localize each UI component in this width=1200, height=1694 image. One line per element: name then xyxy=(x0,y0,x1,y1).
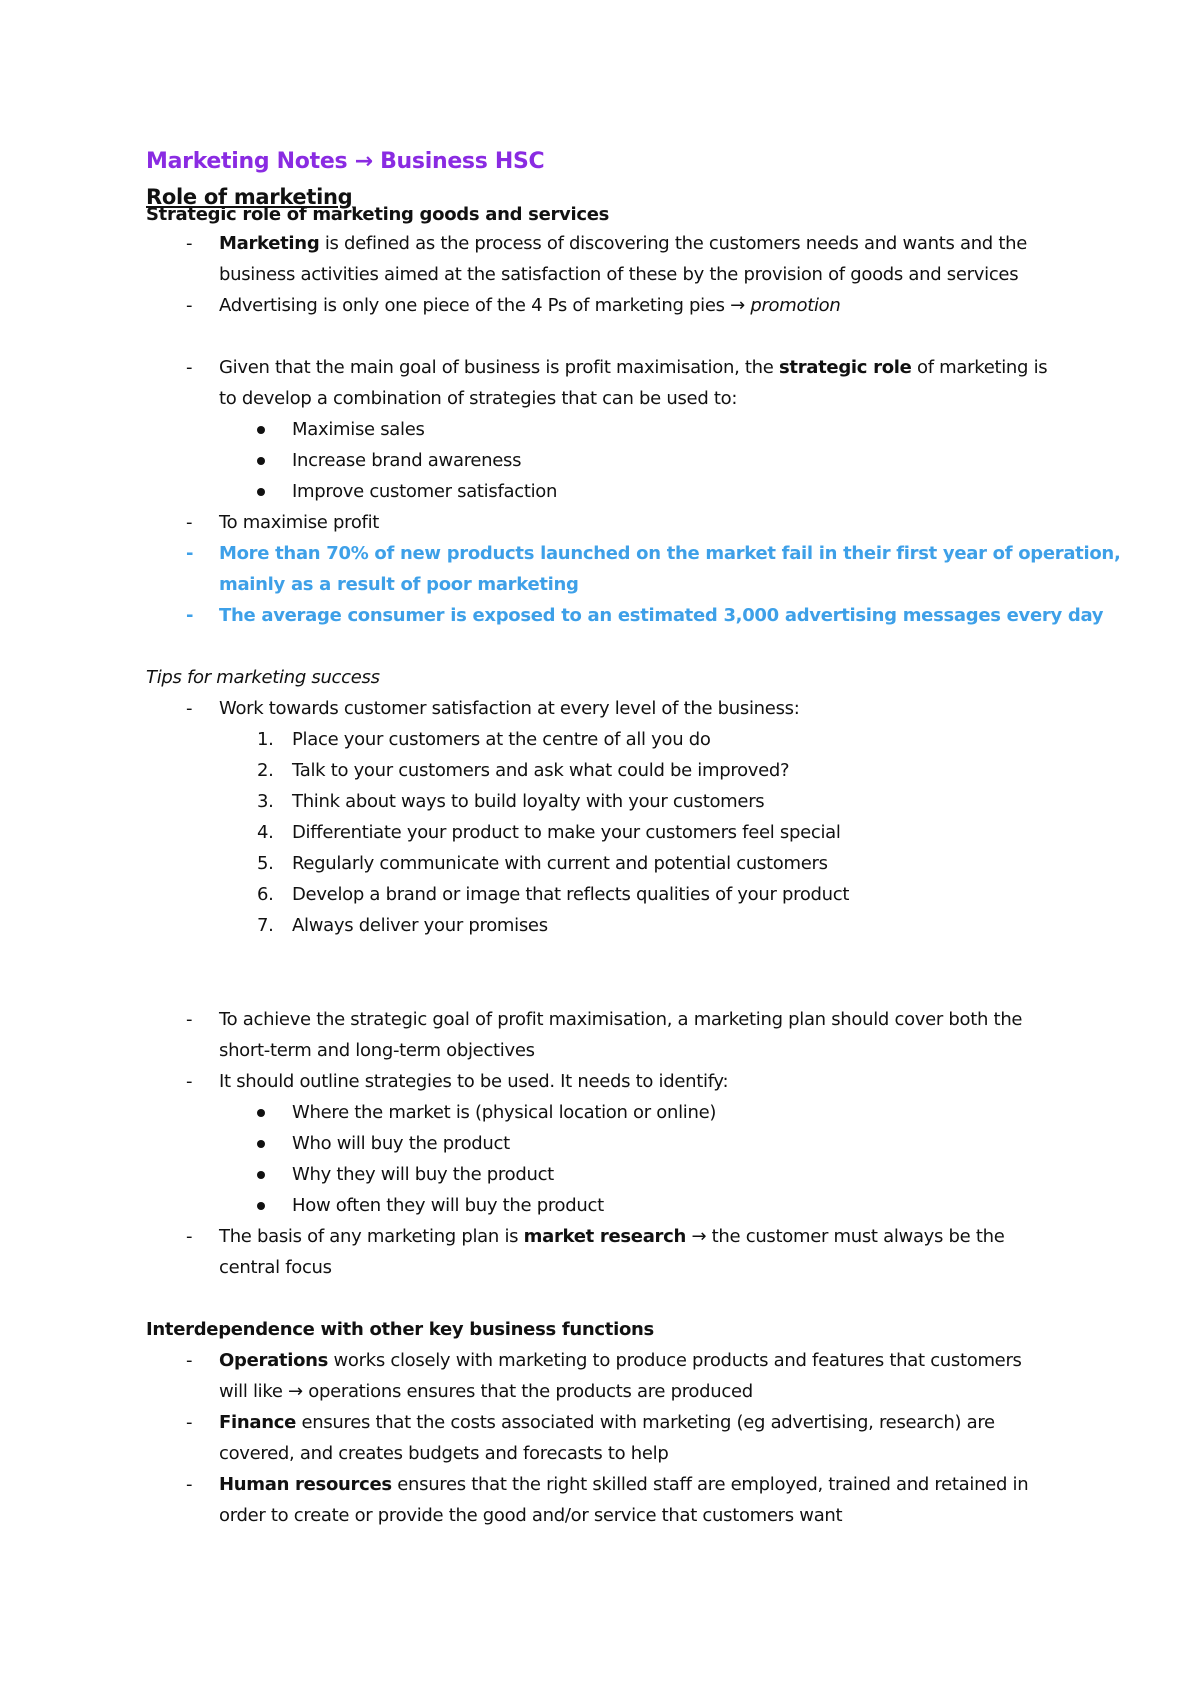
subheading-tips: Tips for marketing success xyxy=(146,667,380,688)
dash-bullet: - xyxy=(186,295,193,316)
dash-bullet: - xyxy=(186,1350,193,1371)
dash-bullet: - xyxy=(186,1009,193,1030)
list-text: will like → operations ensures that the products are produced xyxy=(219,1381,753,1402)
term-promotion: promotion xyxy=(750,295,841,316)
dash-bullet: - xyxy=(186,512,193,533)
sub-list-text: Who will buy the product xyxy=(292,1133,510,1154)
bullet-dot-icon xyxy=(257,1140,265,1148)
term-finance: Finance xyxy=(219,1412,297,1433)
dash-bullet: - xyxy=(186,698,193,719)
list-text: business activities aimed at the satisfaction of these by the provision of goods and services xyxy=(219,264,1019,285)
numbered-text: Think about ways to build loyalty with your customers xyxy=(292,791,765,812)
numbered-text: Develop a brand or image that reflects qualities of your product xyxy=(292,884,850,905)
item-number: 5. xyxy=(257,853,274,874)
bullet-dot-icon xyxy=(257,426,265,434)
term-operations: Operations xyxy=(219,1350,329,1371)
numbered-text: Always deliver your promises xyxy=(292,915,548,936)
item-number: 2. xyxy=(257,760,274,781)
list-text: short-term and long-term objectives xyxy=(219,1040,535,1061)
list-text: ensures that the right skilled staff are employed, trained and retained in xyxy=(391,1474,1029,1495)
item-number: 4. xyxy=(257,822,274,843)
item-number: 7. xyxy=(257,915,274,936)
sub-list-text: How often they will buy the product xyxy=(292,1195,604,1216)
numbered-text: Differentiate your product to make your customers feel special xyxy=(292,822,841,843)
sub-list-text: Improve customer satisfaction xyxy=(292,481,558,502)
list-text: is defined as the process of discovering the customers needs and wants and the xyxy=(319,233,1027,254)
bullet-dot-icon xyxy=(257,488,265,496)
numbered-text: Talk to your customers and ask what could be improved? xyxy=(292,760,790,781)
item-number: 3. xyxy=(257,791,274,812)
list-text: to develop a combination of strategies that can be used to: xyxy=(219,388,738,409)
list-text: covered, and creates budgets and forecasts to help xyxy=(219,1443,669,1464)
list-text: Work towards customer satisfaction at every level of the business: xyxy=(219,698,800,719)
highlight-text: More than 70% of new products launched on the market fail in their first year of operation, xyxy=(219,543,1121,564)
list-text: Advertising is only one piece of the 4 Ps of marketing pies → xyxy=(219,295,751,316)
list-text: order to create or provide the good and/or service that customers want xyxy=(219,1505,843,1526)
sub-list-text: Maximise sales xyxy=(292,419,425,440)
list-text: To achieve the strategic goal of profit maximisation, a marketing plan should cover both the xyxy=(219,1009,1023,1030)
list-text: of marketing is xyxy=(911,357,1048,378)
highlight-text: The average consumer is exposed to an estimated 3,000 advertising messages every day xyxy=(219,605,1104,626)
bullet-dot-icon xyxy=(257,1171,265,1179)
sub-list-text: Why they will buy the product xyxy=(292,1164,554,1185)
highlight-text: mainly as a result of poor marketing xyxy=(219,574,579,595)
list-text: The basis of any marketing plan is xyxy=(219,1226,524,1247)
list-text: Given that the main goal of business is profit maximisation, the xyxy=(219,357,779,378)
document-title: Marketing Notes → Business HSC xyxy=(146,149,545,174)
subheading-interdependence: Interdependence with other key business functions xyxy=(146,1319,654,1340)
term-market-research: market research xyxy=(523,1226,687,1247)
item-number: 1. xyxy=(257,729,274,750)
subheading-strategic-role: Strategic role of marketing goods and services xyxy=(146,204,610,225)
dash-bullet: - xyxy=(186,1071,193,1092)
dash-bullet: - xyxy=(186,1412,193,1433)
dash-bullet: - xyxy=(186,1474,193,1495)
bullet-dot-icon xyxy=(257,1109,265,1117)
sub-list-text: Increase brand awareness xyxy=(292,450,522,471)
term-strategic-role: strategic role xyxy=(778,357,912,378)
sub-list-text: Where the market is (physical location or online) xyxy=(292,1102,717,1123)
bullet-dot-icon xyxy=(257,457,265,465)
term-marketing: Marketing xyxy=(219,233,320,254)
list-text: ensures that the costs associated with marketing (eg advertising, research) are xyxy=(296,1412,995,1433)
term-human-resources: Human resources xyxy=(219,1474,392,1495)
dash-bullet: - xyxy=(186,233,193,254)
item-number: 6. xyxy=(257,884,274,905)
numbered-text: Regularly communicate with current and potential customers xyxy=(292,853,828,874)
dash-bullet: - xyxy=(186,543,194,564)
heading-role-of-marketing: Role of marketing xyxy=(146,185,353,209)
list-text: central focus xyxy=(219,1257,332,1278)
bullet-dot-icon xyxy=(257,1202,265,1210)
dash-bullet: - xyxy=(186,1226,193,1247)
list-text: It should outline strategies to be used. It needs to identify: xyxy=(219,1071,729,1092)
list-text: To maximise profit xyxy=(219,512,380,533)
dash-bullet: - xyxy=(186,605,194,626)
list-text: → the customer must always be the xyxy=(686,1226,1005,1247)
numbered-text: Place your customers at the centre of all you do xyxy=(292,729,711,750)
dash-bullet: - xyxy=(186,357,193,378)
list-text: works closely with marketing to produce products and features that customers xyxy=(328,1350,1022,1371)
